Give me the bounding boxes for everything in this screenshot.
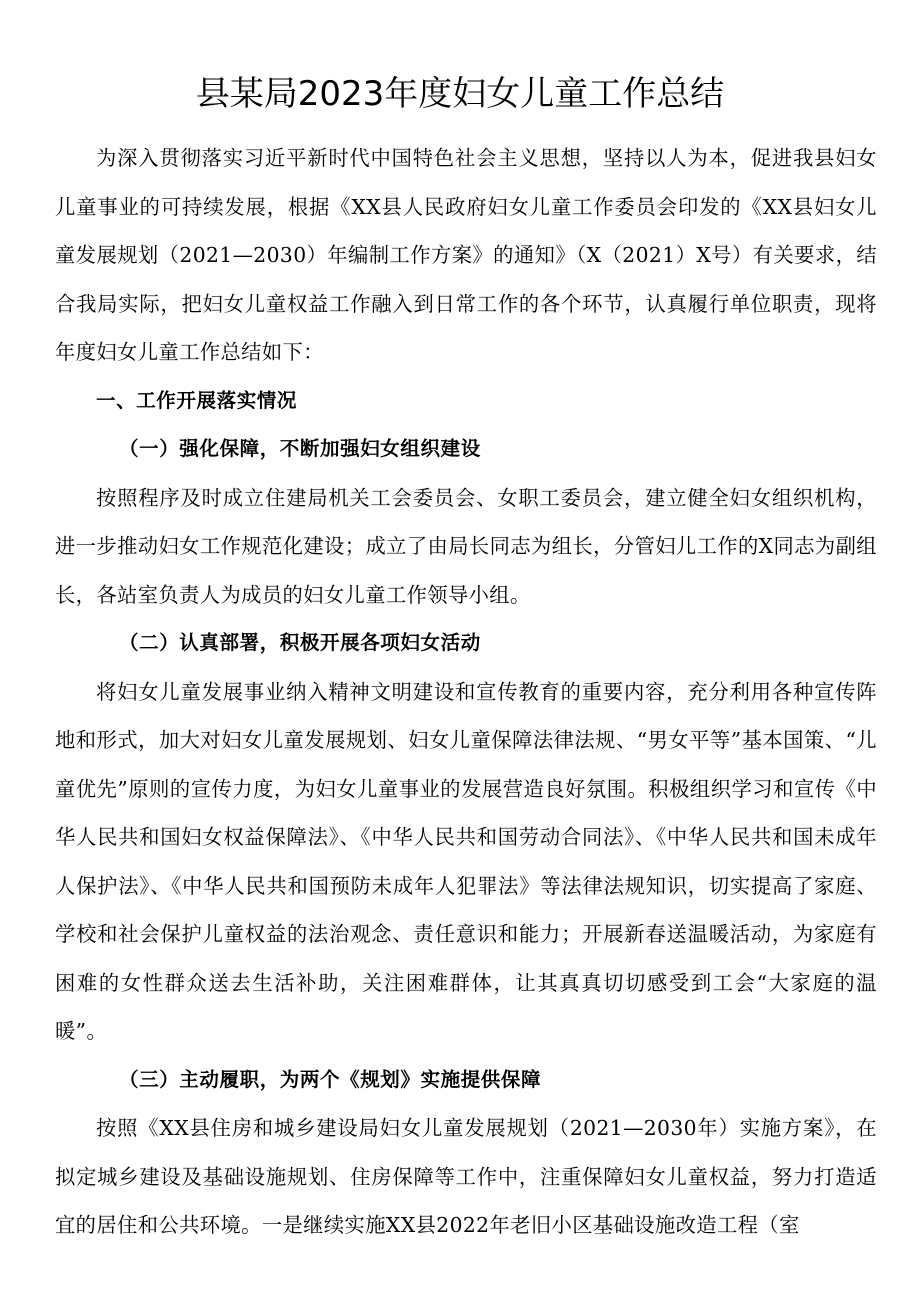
subsection-paragraph-3: 按照《XX县住房和城乡建设局妇女儿童发展规划（2021—2030年）实施方案》，在拟定城乡建设及基础设施规划、住房保障等工作中，注重保障妇女儿童权益，努力打造适宜的居住和公共环境。一是继续实施XX县2022年老旧小区基础设施改造工程（室	[55, 1116, 877, 1237]
subsection-heading-3: （三）主动履职，为两个《规划》实施提供保障	[119, 1067, 542, 1091]
subsection-paragraph-2: 将妇女儿童发展事业纳入精神文明建设和宣传教育的重要内容，充分利用各种宣传阵地和形式，加大对妇女儿童发展规划、妇女儿童保障法律法规、“男女平等”基本国策、“儿童优先”原则的宣传力度，为妇女儿童事业的发展营造良好氛围。积极组织学习和宣传《中华人民共和国妇女权益保障法》、《中华人民共和国劳动合同法》、《中华人民共和国未成年人保护法》、《中华人民共和国预防未成年人犯罪法》等法律法规知识，切实提高了家庭、学校和社会保护儿童权益的法治观念、责任意识和能力；开展新春送温暖活动，为家庭有困难的女性群众送去生活补助，关注困难群体，让其真真切切感受到工会“大家庭的温暖”。	[55, 679, 877, 1043]
subsection-paragraph-1: 按照程序及时成立住建局机关工会委员会、女职工委员会，建立健全妇女组织机构，进一步推动妇女工作规范化建设；成立了由局长同志为组长，分管妇儿工作的X同志为副组长，各站室负责人为成员的妇女儿童工作领导小组。	[55, 485, 877, 607]
document-title: 县某局2023年度妇女儿童工作总结	[195, 74, 725, 114]
subsection-heading-2: （二）认真部署，积极开展各项妇女活动	[119, 631, 481, 654]
section-heading-1: 一、工作开展落实情况	[96, 388, 298, 412]
document-body	[55, 134, 877, 1250]
subsection-heading-1: （一）强化保障，不断加强妇女组织建设	[119, 437, 481, 460]
intro-paragraph: 为深入贯彻落实习近平新时代中国特色社会主义思想，坚持以人为本，促进我县妇女儿童事业的可持续发展，根据《XX县人民政府妇女儿童工作委员会印发的《XX县妇女儿童发展规划（2021—2030）年编制工作方案》的通知》（X（2021）X号）有关要求，结合我局实际，把妇女儿童权益工作融入到日常工作的各个环节，认真履行单位职责，现将年度妇女儿童工作总结如下：	[55, 146, 877, 364]
